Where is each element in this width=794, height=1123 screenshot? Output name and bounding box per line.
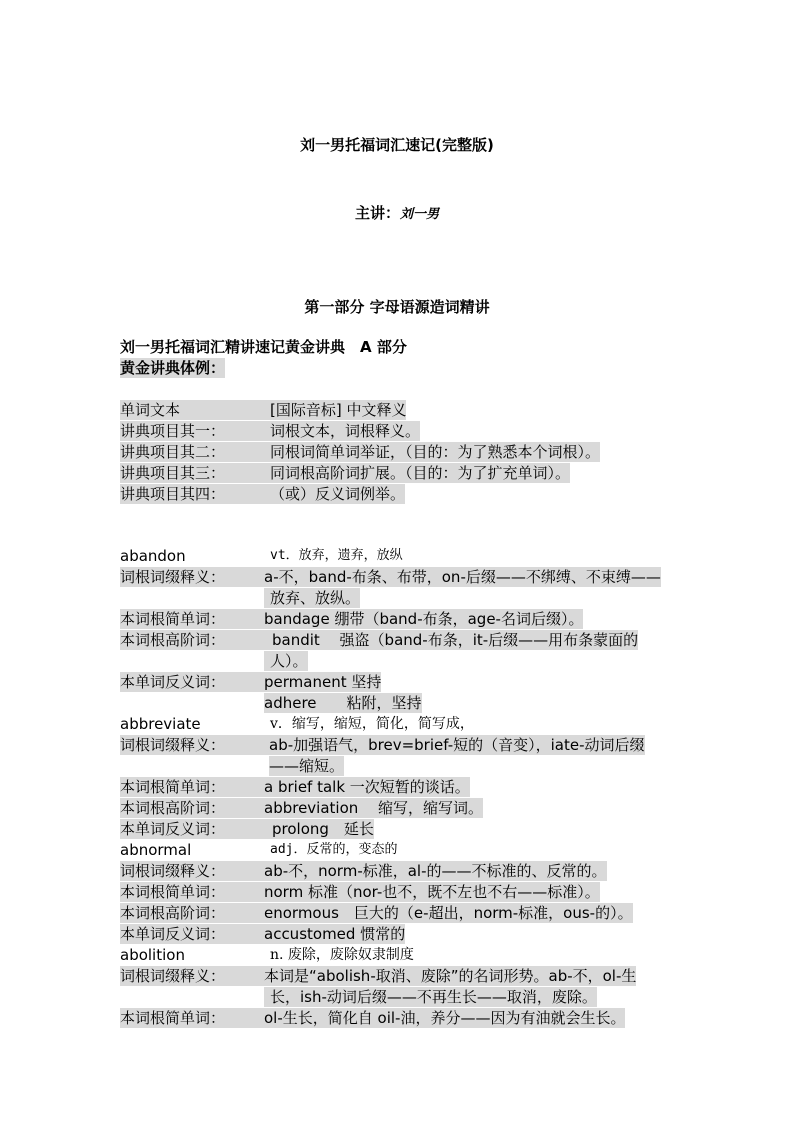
simple-text: norm 标准（nor-也不，既不左也不右——标准）。 [264,883,600,901]
advanced-label: 本词根高阶词： [120,798,264,818]
format-label: 讲典项目其二： [120,442,270,462]
entry-meaning: n. 废除，废除奴隶制度 [270,947,414,963]
simple-text: ol-生长，简化自 oil-油，养分——因为有油就会生长。 [264,1009,626,1027]
antonym-label: 本单词反义词： [120,819,272,839]
root-label: 词根词缀释义： [120,861,264,881]
format-value: 同根词简单词举证，（目的：为了熟悉本个词根）。 [270,443,601,461]
advanced-label: 本词根高阶词： [120,630,264,650]
advanced-label: 本词根高阶词： [120,903,264,923]
format-value: [国际音标] 中文释义 [270,401,407,419]
antonym-text: accustomed 惯常的 [264,925,406,943]
format-value: （或）反义词例举。 [270,485,406,503]
root-label: 词根词缀释义： [120,567,264,587]
antonym-label: 本单词反义词： [120,672,264,692]
simple-label: 本词根简单词： [120,609,264,629]
entry-meaning: adj．反常的，变态的 [270,842,398,857]
entry-word: abandon [120,547,186,565]
root-text: ab-加强语气，brev=brief-短的（音变），iate-动词后缀 [269,736,645,754]
entry-word: abnormal [120,841,192,859]
advanced-text: enormous 巨大的（e-超出，norm-标准，ous-的）。 [264,904,633,922]
root-text: a-不，band-布条、布带，on-后缀——不绑缚、不束缚—— [264,568,661,586]
format-value: 词根文本，词根释义。 [270,422,421,440]
advanced-text: abbreviation 缩写，缩写词。 [264,799,484,817]
format-label: 单词文本 [120,400,270,420]
format-value: 同词根高阶词扩展。（目的：为了扩充单词）。 [270,464,571,482]
format-label: 讲典项目其四： [120,484,270,504]
root-label: 词根词缀释义： [120,966,264,986]
part-title: 第一部分 字母语源造词精讲 [304,298,490,316]
format-label: 讲典项目其三： [120,463,270,483]
root-text-cont: 放弃、放纵。 [264,588,360,608]
entry-meaning: vt．放弃，遗弃，放纵 [270,548,403,563]
example-heading: 黄金讲典体例： [120,359,226,377]
root-text-cont: ——缩短。 [269,757,345,775]
document-title: 刘一男托福词汇速记(完整版) [300,136,494,154]
simple-text: a brief talk 一次短暂的谈话。 [264,778,470,796]
simple-label: 本词根简单词： [120,882,264,902]
section-heading: 刘一男托福词汇精讲速记黄金讲典 A 部分 [120,338,407,356]
simple-label: 本词根简单词： [120,1008,264,1028]
advanced-text: bandit 强盗（band-布条，it-后缀——用布条蒙面的 [264,630,638,650]
entry-word: abolition [120,946,185,964]
antonym-text: permanent 坚持 [264,673,382,691]
antonym-text: prolong 延长 [272,820,374,838]
simple-text: bandage 绷带（band-布条，age-名词后缀）。 [264,610,584,628]
simple-label: 本词根简单词： [120,777,264,797]
antonym-text: adhere 粘附，坚持 [264,694,422,712]
advanced-text-cont: 人）。 [264,651,308,671]
root-text-cont: 长，ish-动词后缀——不再生长——取消，废除。 [264,987,597,1007]
format-label: 讲典项目其一： [120,421,270,441]
lecturer-line [0,202,794,223]
root-label: 词根词缀释义： [120,735,269,755]
root-text: ab-不，norm-标准，al-的——不标准的、反常的。 [264,862,607,880]
lecturer-signature: 刘一男 [400,207,440,222]
antonym-label: 本单词反义词： [120,924,264,944]
root-text: 本词是“abolish-取消、废除”的名词形势。ab-不，ol-生 [264,967,637,985]
entry-word: abbreviate [120,715,201,733]
lecturer-label: 主讲： [354,204,400,222]
entry-meaning: v．缩写，缩短，简化，简写成， [270,716,474,732]
